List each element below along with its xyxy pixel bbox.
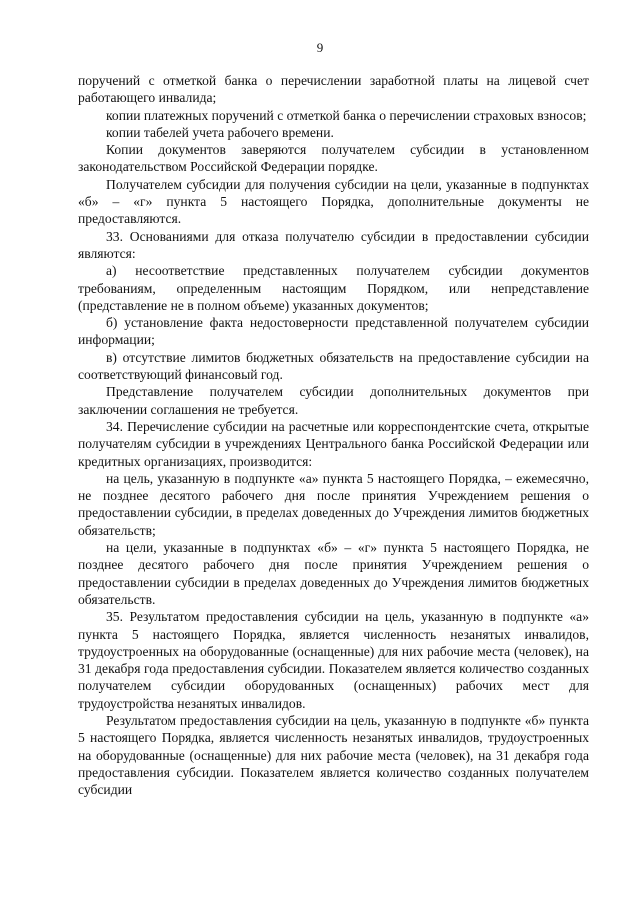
paragraph: 34. Перечисление субсидии на расчетные или корреспондентские счета, открытые получателям субсидии в учреждениях Центрального банка Российской Федерации или кредитных организациях, производится: — [78, 418, 589, 469]
paragraph: а) несоответствие представленных получателем субсидии документов требованиям, определенным настоящим Порядком, или непредставление (представление не в полном объеме) указанных документов; — [78, 263, 589, 313]
paragraph: 33. Основаниями для отказа получателю субсидии в предоставлении субсидии являются: — [78, 228, 589, 261]
paragraph: б) установление факта недостоверности представленной получателем субсидии информации; — [78, 315, 589, 348]
paragraph: Копии документов заверяются получателем субсидии в установленном законодательством Российской Федерации порядке. — [78, 142, 589, 175]
paragraph: в) отсутствие лимитов бюджетных обязательств на предоставление субсидии на соответствующий финансовый год. — [78, 349, 589, 383]
paragraph: Получателем субсидии для получения субсидии на цели, указанные в подпунктах «б» – «г» пункта 5 настоящего Порядка, дополнительные документы не предоставляются. — [78, 176, 589, 227]
paragraph: на цель, указанную в подпункте «а» пункта 5 настоящего Порядка, – ежемесячно, не позднее десятого рабочего дня после принятия Учреждением решения о предоставлении субсидии, в пределах доведенных до Учреждения лимитов бюджетных обязательств; — [78, 470, 589, 538]
paragraph: поручений с отметкой банка о перечислении заработной платы на лицевой счет работающего инвалида; — [78, 73, 589, 106]
page-number: 9 — [316, 40, 324, 55]
paragraph: 35. Результатом предоставления субсидии на цель, указанную в подпункте «а» пункта 5 настоящего Порядка, является численность незанятых инвалидов, трудоустроенных на оборудованные (оснащенные) для них рабочие места (человек), на 31 декабря года предоставления субсидии. Показателем является количество созданных получателем субсидии оборудованных (оснащенных) рабочих мест для трудоустройства незанятых инвалидов. — [78, 609, 589, 711]
paragraph: на цели, указанные в подпунктах «б» – «г» пункта 5 настоящего Порядка, не позднее десятого рабочего дня после принятия Учреждением решения о предоставлении субсидии в пределах доведенных до Учреждения лимитов бюджетных обязательств. — [78, 540, 589, 607]
paragraph: копии платежных поручений с отметкой банка о перечислении страховых взносов; — [106, 107, 587, 123]
document-body — [78, 72, 589, 798]
paragraph: Результатом предоставления субсидии на цель, указанную в подпункте «б» пункта 5 настоящего Порядка, является численность незанятых инвалидов, трудоустроенных на оборудованные (оснащенные) для них рабочие места (человек), на 31 декабря года предоставления субсидии. Показателем является количество созданных получателем субсидии — [78, 712, 589, 798]
paragraph: Представление получателем субсидии дополнительных документов при заключении соглашения не требуется. — [78, 384, 589, 417]
paragraph: копии табелей учета рабочего времени. — [106, 124, 334, 140]
